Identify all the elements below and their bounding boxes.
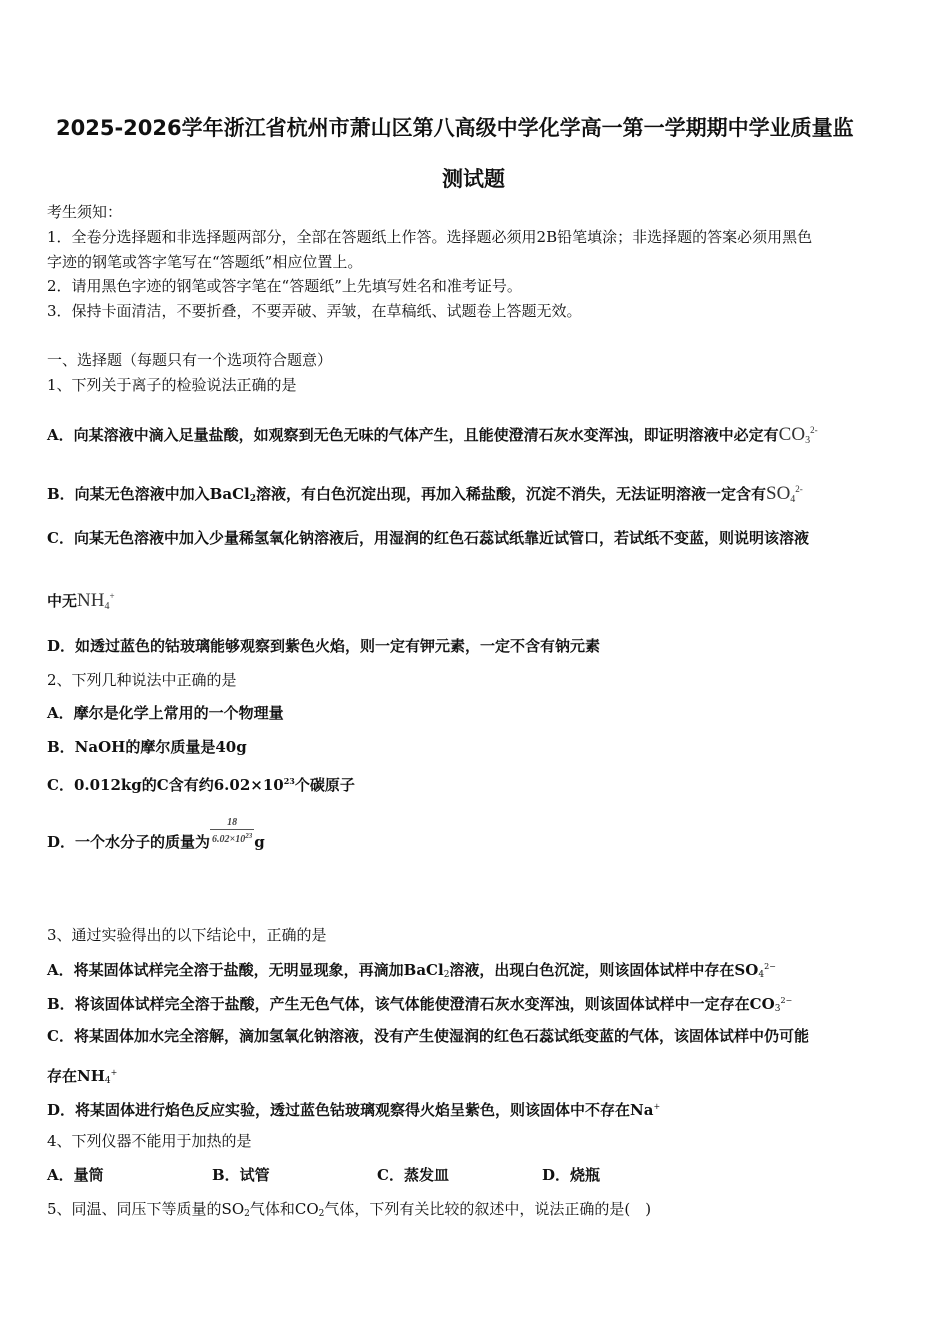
q3-option-d: D．将某固体进行焰色反应实验，透过蓝色钴玻璃观察得火焰呈紫色，则该固体中不存在Na+ <box>47 1101 661 1119</box>
q1-option-d: D．如透过蓝色的钴玻璃能够观察到紫色火焰，则一定有钾元素，一定不含有钠元素 <box>47 637 601 655</box>
q1-option-b: B．向某无色溶液中加入BaCl$_2$溶液，有白色沉淀出现，再加入稀盐酸，沉淀不消失，无法证明溶液一定含有$SO_4^{2-}$ <box>47 483 803 505</box>
notice-item-2: 2．请用黑色字迹的钢笔或答字笔在“答题纸”上先填写姓名和准考证号。 <box>47 277 522 295</box>
q4-option-a: A．量筒 <box>47 1166 104 1184</box>
q3-option-c: C．将某固体加水完全溶解，滴加氢氧化钠溶液，没有产生使湿润的红色石蕊试纸变蓝的气体，该固体试样中仍可能 <box>47 1027 809 1045</box>
q2-stem: 2、下列几种说法中正确的是 <box>47 671 237 689</box>
q4-option-c: C．蒸发皿 <box>377 1166 449 1184</box>
q1-stem: 1、下列关于离子的检验说法正确的是 <box>47 376 297 394</box>
notice-item-3: 3．保持卡面清洁，不要折叠，不要弄破、弄皱，在草稿纸、试题卷上答题无效。 <box>47 302 582 320</box>
notice-heading: 考生须知： <box>47 203 123 221</box>
q2-option-c: C．0.012kg的C含有约$6.02\times 10^{23}$个碳原子 <box>47 776 355 794</box>
q2-option-d: D．一个水分子的质量为 $\frac{18}{6.02\times 10^{23}}$ g <box>47 817 265 851</box>
q5-stem: 5、同温、同压下等质量的$SO_2$气体和$CO_2$气体，下列有关比较的叙述中，说法正确的是( ) <box>47 1200 652 1219</box>
ammonium-ion: $NH_4^+$ <box>77 590 115 612</box>
water-mass-fraction: $\frac{18}{6.02\times 10^{23}}$ <box>212 817 253 845</box>
q1-option-a-text: A．向某溶液中滴入足量盐酸，如观察到无色无味的气体产生，且能使澄清石灰水变浑浊，即证明溶液中必定有 <box>47 426 779 444</box>
page-title-line1: 2025-2026学年浙江省杭州市萧山区第八高级中学化学高一第一学期期中学业质量监 <box>56 116 854 140</box>
q4-option-d: D．烧瓶 <box>542 1166 601 1184</box>
q3-option-b: B．将该固体试样完全溶于盐酸，产生无色气体，该气体能使澄清石灰水变浑浊，则该固体试样中一定存在$CO_3^{2-}$ <box>47 995 793 1014</box>
page-title-line2: 测试题 <box>442 167 505 191</box>
q2-option-b: B．NaOH的摩尔质量是40g <box>47 738 247 756</box>
sulfate-ion: $SO_4^{2-}$ <box>766 483 803 505</box>
q1-option-c-cont: 中无$NH_4^+$ <box>47 590 115 612</box>
q3-stem: 3、通过实验得出的以下结论中，正确的是 <box>47 926 327 944</box>
section-heading: 一、选择题（每题只有一个选项符合题意） <box>47 351 333 369</box>
q4-option-b: B．试管 <box>212 1166 270 1184</box>
carbonate-ion: $CO_3^{2-}$ <box>778 424 818 446</box>
q2-option-a: A．摩尔是化学上常用的一个物理量 <box>47 704 284 722</box>
q3-option-c-cont: 存在$NH_4^+$ <box>47 1067 118 1086</box>
notice-item-1-cont: 字迹的钢笔或答字笔写在“答题纸”相应位置上。 <box>47 253 363 271</box>
q3-option-a: A．将某固体试样完全溶于盐酸，无明显现象，再滴加BaCl$_2$溶液，出现白色沉淀，则该固体试样中存在$SO_4^{2-}$ <box>47 961 776 980</box>
notice-item-1: 1．全卷分选择题和非选择题两部分，全部在答题纸上作答。选择题必须用2B铅笔填涂；非选择题的答案必须用黑色 <box>47 228 813 246</box>
q1-option-c: C．向某无色溶液中加入少量稀氢氧化钠溶液后，用湿润的红色石蕊试纸靠近试管口，若试纸不变蓝，则说明该溶液 <box>47 529 809 547</box>
q1-option-a <box>47 420 818 451</box>
q4-stem: 4、下列仪器不能用于加热的是 <box>47 1132 252 1150</box>
